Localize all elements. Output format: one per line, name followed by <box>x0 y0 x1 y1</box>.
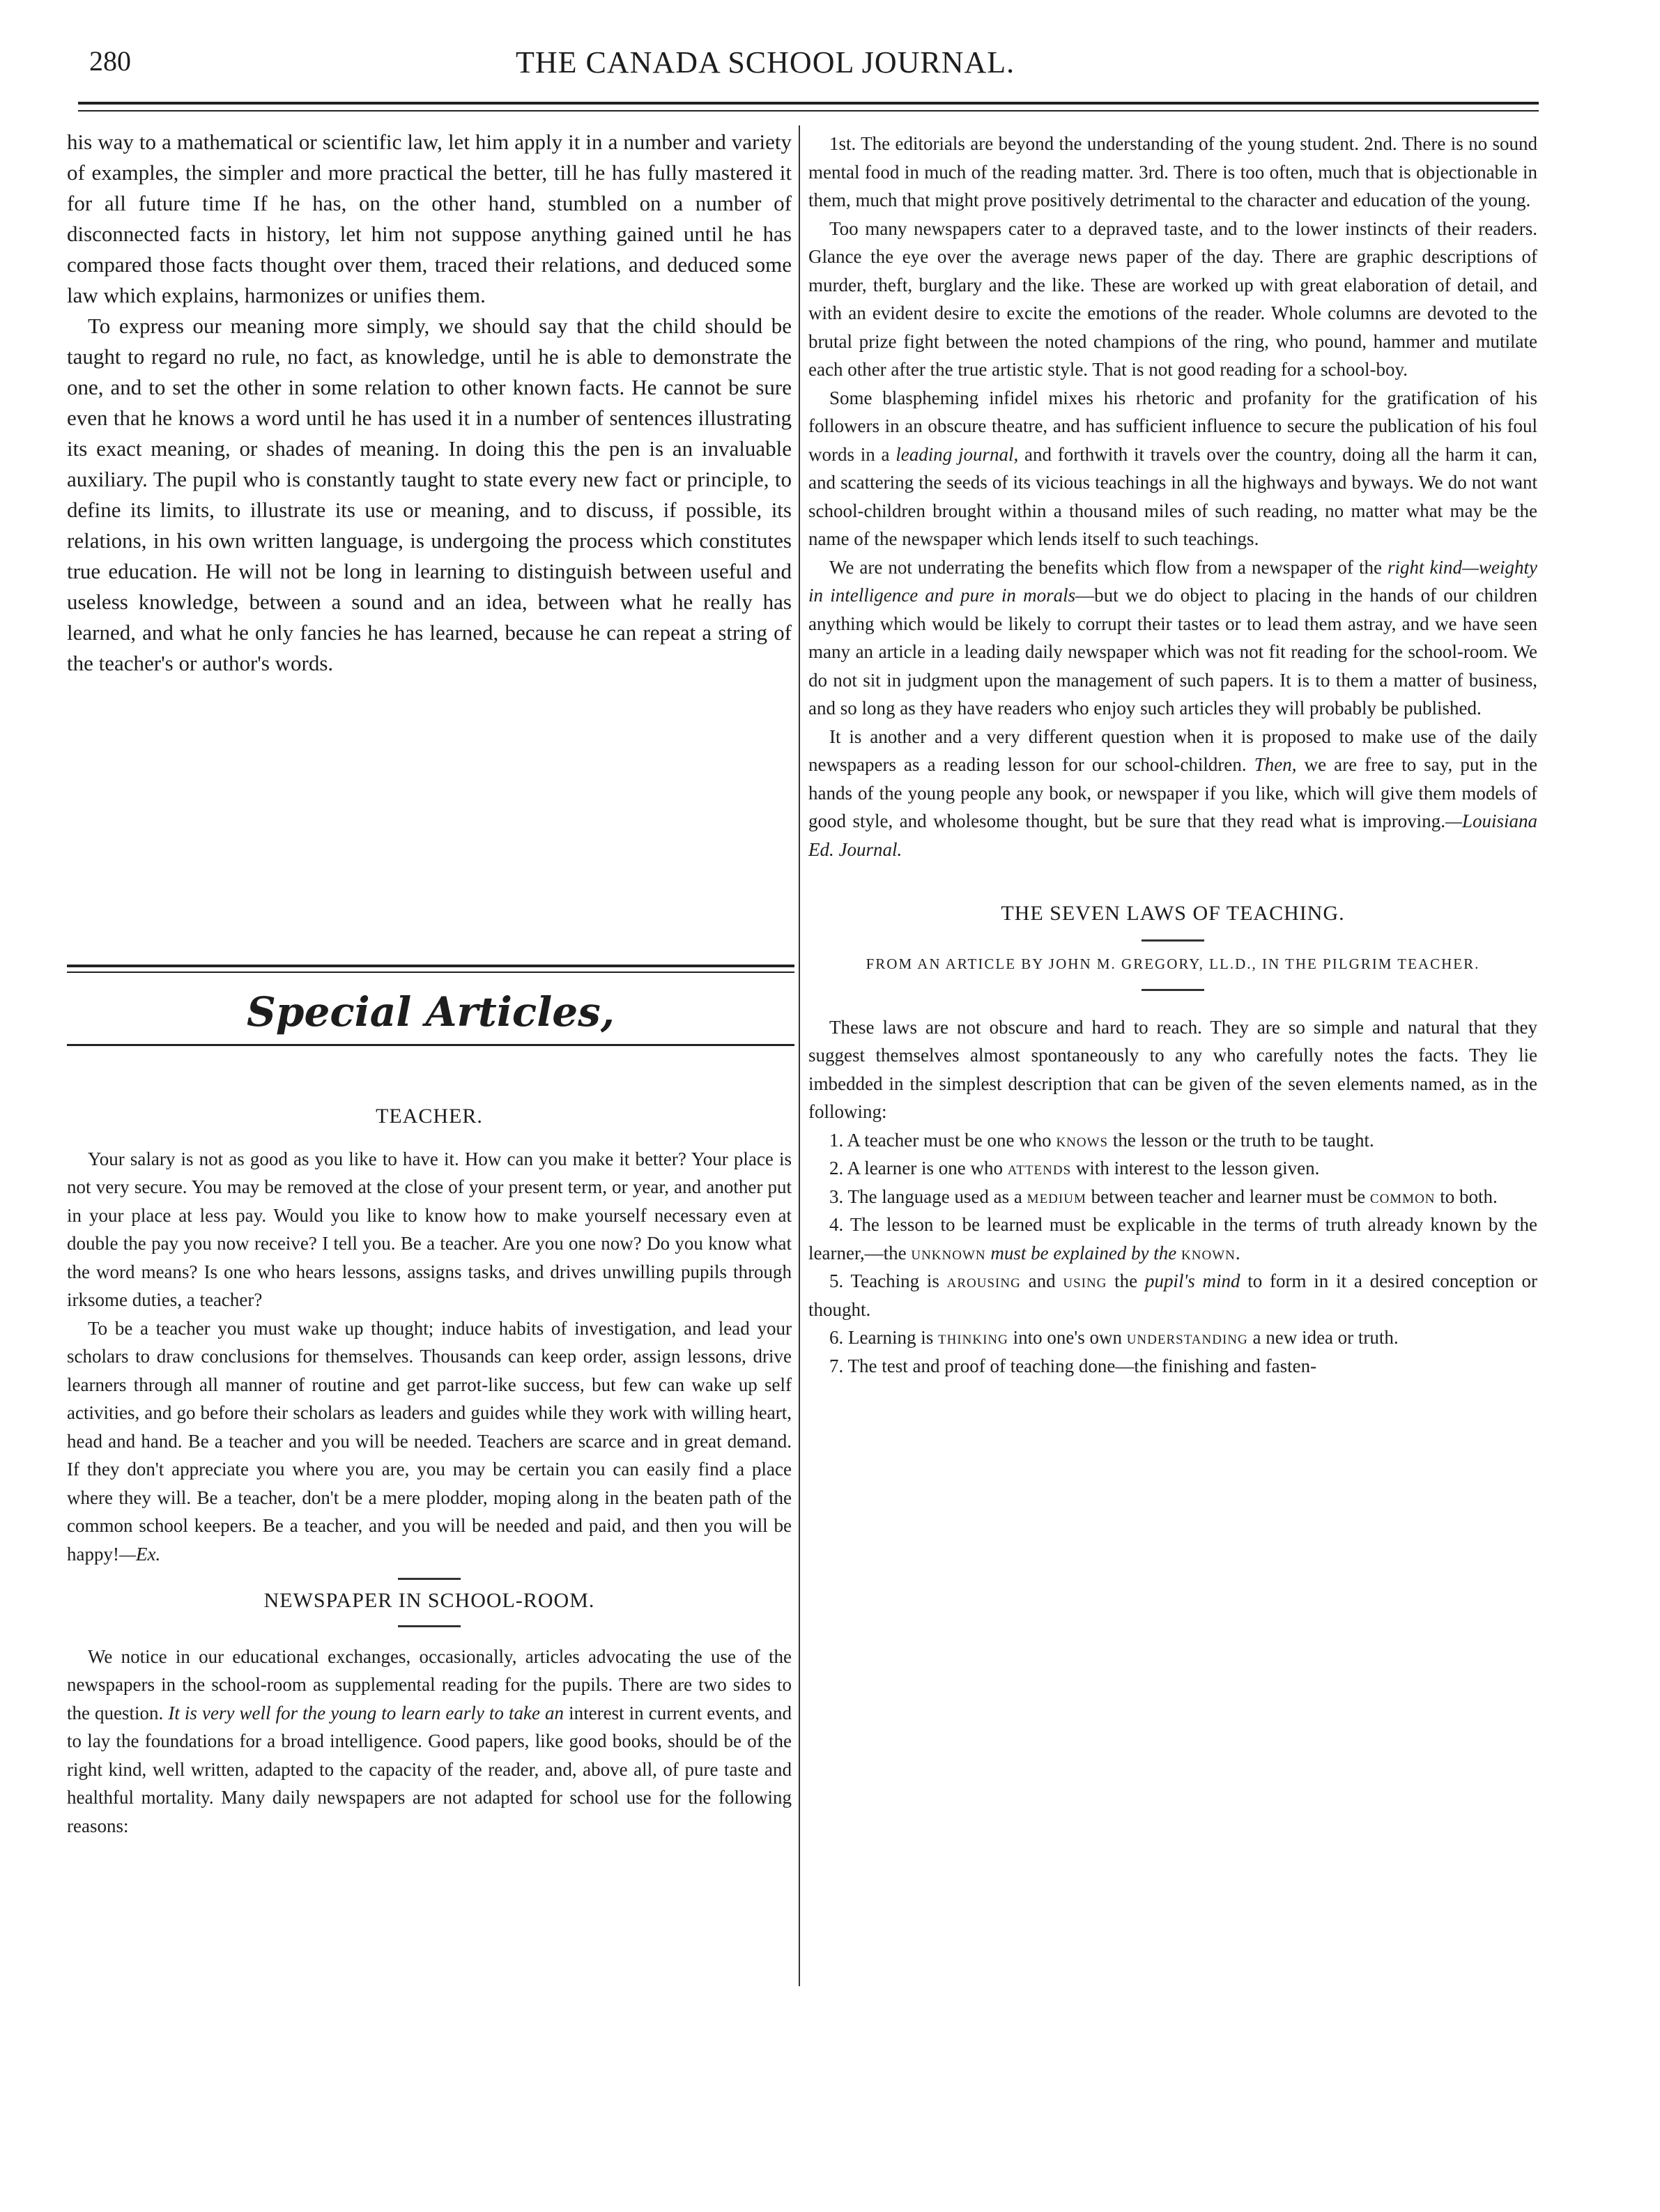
paragraph-text: Some blaspheming infidel mixes his rhetoric and profanity for the gratification of his followers in an obscure theatre, and has sufficient influence to secure the publication of his foul words in a <box>808 387 1537 465</box>
paragraph-text: we are free to say, put in the hands of the young people any book, or newspaper if you like, which will give them models of good style, and wholesome thought, but be sure that they read what is improving. <box>808 754 1538 831</box>
separator-rule <box>1142 989 1204 991</box>
law-item-2 <box>808 1154 1537 1183</box>
law-item-7 <box>808 1352 1537 1381</box>
paragraph-text: It is another and a very different question when it is proposed to make use of the daily newspapers as a reading lesson for our school-children. <box>808 725 1537 775</box>
banner-rule <box>67 965 794 967</box>
paragraph-italic: leading journal, <box>896 443 1019 465</box>
law-item-4 <box>808 1211 1537 1267</box>
law-text: unknown <box>911 1242 986 1264</box>
paragraph <box>808 384 1537 553</box>
paragraph: To express our meaning more simply, we should say that the child should be taught to regard no rule, no fact, as knowledge, until he is able to demonstrate the one, and to set the other in some relation to other known facts. He cannot be sure even that he knows a word until he has used it in a number of sentences illustrating its exact meaning, or shades of meaning. In doing this the pen is an invaluable auxiliary. The pupil who is constantly taught to state every new fact or principle, to define its limits, to illustrate its use or meaning, and to discuss, if possible, its relations, in his own written language, is undergoing the process which constitutes true education. He will not be long in learning to distinguish between useful and useless knowledge, between a sound and an idea, between what he really has learned, and what he only fancies he has learned, because he can repeat a string of the teacher's or author's words. <box>67 314 792 675</box>
paragraph-text: We are not underrating the benefits which flow from a newspaper of the <box>829 556 1382 578</box>
separator-rule <box>398 1578 461 1580</box>
law-text: 6. Learning is <box>829 1327 934 1348</box>
paragraph-text: and forthwith it travels over the country, doing all the harm it can, and scattering the seeds of its vicious teachings in all the highways and byways. We do not want school-children brought within a thousand miles of such reading, no matter what may be the name of the newspaper which lends itself to such teachings. <box>808 443 1538 549</box>
law-text: medium <box>1027 1185 1086 1207</box>
law-text: 2. A learner is one who <box>829 1158 1003 1178</box>
law-text: known. <box>1181 1242 1241 1264</box>
paragraph <box>67 1643 792 1841</box>
law-text: 4. The lesson to be learned must be explicable in the terms of truth already known by the learner,—the <box>808 1214 1537 1264</box>
law-text: attends <box>1007 1158 1072 1178</box>
journal-title: THE CANADA SCHOOL JOURNAL. <box>516 45 1015 79</box>
paragraph-text: interest in current events, and to lay the foundations for a broad intelligence. Good papers, like good books, should be of the right kind, well written, adapted to the capacity of the reader, and, above all, of pure taste and healthful mortality. Many daily newspapers are not adapted for school use for the following reasons: <box>67 1702 792 1836</box>
law-text: pupil's mind <box>1144 1270 1240 1291</box>
special-articles-banner <box>67 965 794 1064</box>
law-text: using <box>1063 1270 1107 1291</box>
law-text: and <box>1028 1270 1056 1291</box>
paragraph-italic: It is very well for the young to learn early to take an <box>168 1702 564 1723</box>
law-text: understanding <box>1126 1327 1248 1348</box>
law-text: arousing <box>946 1270 1021 1291</box>
left-column-articles <box>67 1103 792 1840</box>
law-item-6 <box>808 1323 1537 1352</box>
law-text: must be explained by the <box>990 1242 1177 1264</box>
page-number: 280 <box>89 45 131 77</box>
paragraph <box>808 553 1537 723</box>
law-text: common <box>1369 1185 1436 1207</box>
heading-rule <box>67 1044 794 1046</box>
paragraph: Too many newspapers cater to a depraved taste, and to the lower instincts of their readers. Glance the eye over the average news paper of the day. There are graphic descriptions of murder, theft, burglary and the like. These are worked up with great elaboration of detail, and with an evident desire to excite the emotions of the reader. Whole columns are devoted to the brutal prize fight between the noted champions of the ring, who pound, hammer and mutilate each other after the true artistic style. That is not good reading for a school-boy. <box>808 217 1537 380</box>
paragraph <box>808 723 1537 864</box>
article-subheading: FROM AN ARTICLE BY JOHN M. GREGORY, LL.D., IN THE PILGRIM TEACHER. <box>866 955 1480 972</box>
header-rule-thin <box>78 110 1539 112</box>
paragraph-text: —but we do object to placing in the hands of our children anything which would be likely to corrupt their tastes or to lead them astray, and we have seen many an article in a leading daily newspaper which was not fit reading for the school-room. We do not sit in judgment upon the management of such papers. It is to them a matter of business, and so long as they have readers who enjoy such articles they will probably be published. <box>808 585 1537 719</box>
paragraph: These laws are not obscure and hard to reach. They are so simple and natural that they suggest themselves almost spontaneously to any who carefully notes the facts. They lie imbedded in the simplest description that can be given of the seven elements named, as in the following: <box>808 1016 1537 1122</box>
law-text: the lesson or the truth to be taught. <box>1112 1129 1374 1151</box>
paragraph-italic: Then, <box>1254 754 1297 775</box>
law-text: 1. A teacher must be one who <box>829 1129 1052 1151</box>
law-item-3 <box>808 1183 1537 1211</box>
paragraph <box>67 1314 792 1569</box>
paragraph-text: We notice in our educational exchanges, occasionally, articles advocating the use of the newspapers in the school-room as supplemental reading for the pupils. There are two sides to the question. <box>67 1645 792 1723</box>
law-text: 5. Teaching is <box>829 1270 939 1291</box>
article-title: NEWSPAPER IN SCHOOL-ROOM. <box>263 1589 595 1612</box>
law-text: to form in it a desired conception or thought. <box>808 1270 1538 1320</box>
article-title: TEACHER. <box>376 1105 483 1128</box>
column-divider <box>799 125 800 1986</box>
law-text: thinking <box>937 1327 1008 1348</box>
paragraph: Your salary is not as good as you like to have it. How can you make it better? Your place is not very secure. You may be removed at the close of your present term, or year, and another put in your place at less pay. Would you like to know how to make yourself necessary even at double the pay you now receive? I tell you. Be a teacher. Are you one now? Do you know what the word means? Is one who hears lessons, assigns tasks, and drives unwilling pupils through irksome duties, a teacher? <box>67 1148 792 1310</box>
law-text: 7. The test and proof of teaching done—the finishing and fasten- <box>829 1355 1317 1376</box>
law-text: the <box>1114 1270 1138 1291</box>
paragraph-italic: right kind—weighty in intelligence and pure in morals <box>808 556 1538 606</box>
separator-rule <box>1142 939 1204 942</box>
law-text: between teacher and learner must be <box>1091 1185 1366 1207</box>
source-credit: —Louisiana Ed. Journal. <box>808 811 1537 860</box>
paragraph: his way to a mathematical or scientific law, let him apply it in a number and variety of examples, the simpler and more practical the better, till he has fully mastered it for all future time If he has, on the other hand, stumbled on a number of disconnected facts in history, let him not suppose anything gained until he has compared those facts thought over them, traced their relations, and deduced some law which explains, harmonizes or unifies them. <box>67 130 792 307</box>
law-item-1 <box>808 1126 1537 1155</box>
law-text: 3. The language used as a <box>829 1185 1022 1207</box>
source-credit: —Ex. <box>118 1543 161 1565</box>
left-column-continuation <box>67 127 792 679</box>
paragraph: 1st. The editorials are beyond the understanding of the young student. 2nd. There is no sound mental food in much of the reading matter. 3rd. There is too often, much that is objectionable in them, much that might prove positively detrimental to the character and education of the young. <box>808 133 1537 210</box>
paragraph-text: To be a teacher you must wake up thought; induce habits of investigation, and lead your scholars to draw conclusions for themselves. Thousands can keep order, assign lessons, drive learners through all manner of routine and get parrot-like success, but few can wake up self activities, and go before their scholars as leaders and guides while they work with willing heart, head and hand. Be a teacher and you will be needed. Teachers are scarce and in great demand. If they don't appreciate you where you are, you may be certain you can easily find a place where they will. Be a teacher, don't be a mere plodder, moping along in the beaten path of the common school keepers. Be a teacher, and you will be needed and paid, and then you will be happy! <box>67 1317 792 1565</box>
law-text: with interest to the lesson given. <box>1075 1158 1320 1178</box>
header-rule-thick <box>78 102 1539 105</box>
law-text: a new idea or truth. <box>1252 1327 1399 1348</box>
law-text: into one's own <box>1013 1327 1122 1348</box>
separator-rule <box>398 1625 461 1627</box>
law-text: knows <box>1056 1129 1109 1151</box>
right-column <box>808 130 1537 1380</box>
law-item-5 <box>808 1267 1537 1323</box>
article-title: THE SEVEN LAWS OF TEACHING. <box>1001 902 1345 925</box>
section-heading: Special Articles, <box>247 988 615 1036</box>
law-text: to both. <box>1440 1185 1498 1207</box>
